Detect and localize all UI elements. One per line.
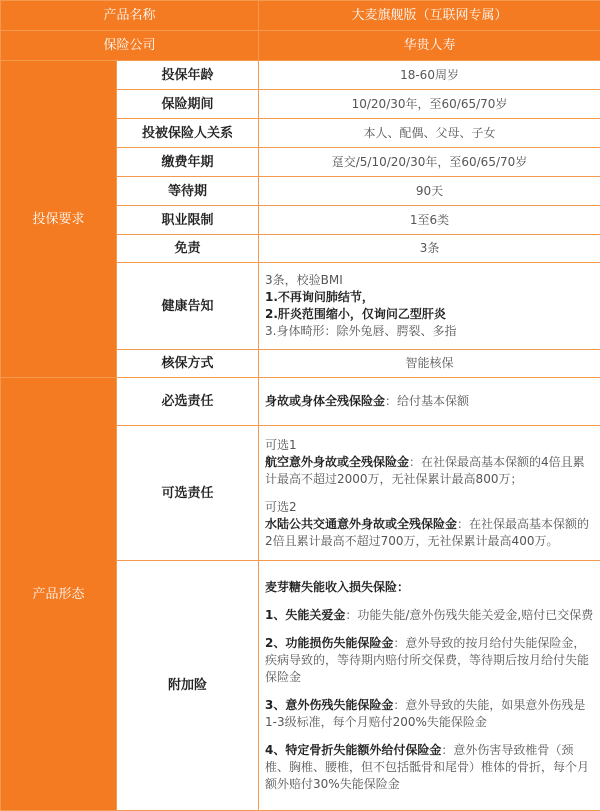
mandatory-text: ：给付基本保额 [385,394,469,408]
rider-item-1-text: ：功能失能/意外伤残失能关爱金,赔付已交保费 [345,608,593,622]
row-value: 本人、配偶、父母、子女 [259,119,600,148]
health-line-2: 1.不再询问肺结节， [265,290,374,304]
rider-item-2-bold: 2、功能损伤失能保险金 [265,636,393,650]
optional-1-bold: 航空意外身故或全残保险金 [265,455,409,469]
health-label: 健康告知 [117,263,259,350]
row-label: 投被保险人关系 [117,119,259,148]
optional-content [259,426,600,561]
row-value: 90天 [259,177,600,206]
row-label: 保险期间 [117,90,259,119]
insurer-value: 华贵人寿 [259,31,600,61]
row-label: 投保年龄 [117,61,259,90]
product-name-row [1,1,600,31]
underwriting-value: 智能核保 [259,350,600,378]
mandatory-row [1,378,600,426]
row-value: 3条 [259,235,600,263]
health-line-4: 3.身体畸形：除外兔唇、腭裂、多指 [265,323,594,340]
optional-1-title: 可选1 [265,437,594,454]
product-name-value: 大麦旗舰版（互联网专属） [259,1,600,31]
rider-content [259,561,600,811]
rider-title: 麦芽糖失能收入损失保险： [265,580,409,594]
health-line-3: 2.肝炎范围缩小，仅询问乙型肝炎 [265,307,446,321]
rider-item-2-text: ：意外导致的按月给付失能保险金，疾病导致的，等待期内赔付所交保费，等待期后按月给付失能保险金 [265,636,589,684]
row-value: 10/20/30年，至60/65/70岁 [259,90,600,119]
health-content [259,263,600,350]
row-label: 免责 [117,235,259,263]
rider-item-3-bold: 3、意外伤残失能保险金 [265,698,393,712]
row-label: 缴费年期 [117,148,259,177]
row-label: 等待期 [117,177,259,206]
underwriting-label: 核保方式 [117,350,259,378]
mandatory-content [259,378,600,426]
health-line-1: 3条，校验BMI [265,272,594,289]
optional-label: 可选责任 [117,426,259,561]
optional-2-bold: 水陆公共交通意外身故或全残保险金 [265,517,457,531]
category-product-form: 产品形态 [1,378,117,811]
mandatory-label: 必选责任 [117,378,259,426]
rider-item-4-bold: 4、特定骨折失能额外给付保险金 [265,743,441,757]
rider-item-1-bold: 1、失能关爱金 [265,608,345,622]
row-value: 趸交/5/10/20/30年，至60/65/70岁 [259,148,600,177]
row-value: 1至6类 [259,206,600,235]
product-name-label: 产品名称 [1,1,259,31]
table-row [1,61,600,90]
insurer-row [1,31,600,61]
row-value: 18-60周岁 [259,61,600,90]
optional-2-title: 可选2 [265,499,594,516]
mandatory-bold: 身故或身体全残保险金 [265,394,385,408]
rider-label: 附加险 [117,561,259,811]
optional-2-text: ：在社保最高基本保额的2倍且累计最高不超过700万，无社保累计最高400万。 [265,517,589,548]
row-label: 职业限制 [117,206,259,235]
category-requirements: 投保要求 [1,61,117,378]
optional-1-text: ：在社保最高基本保额的4倍且累计最高不超过2000万，无社保累计最高800万； [265,455,585,486]
rider-item-4-text: ：意外伤害导致椎骨（颈椎、胸椎、腰椎，但不包括骶骨和尾骨）椎体的骨折，每个月额外赔付30%失能保险金 [265,743,589,791]
rider-item-3-text: ：意外导致的失能，如果意外伤残是1-3级标准，每个月赔付200%失能保险金 [265,698,585,729]
insurer-label: 保险公司 [1,31,259,61]
